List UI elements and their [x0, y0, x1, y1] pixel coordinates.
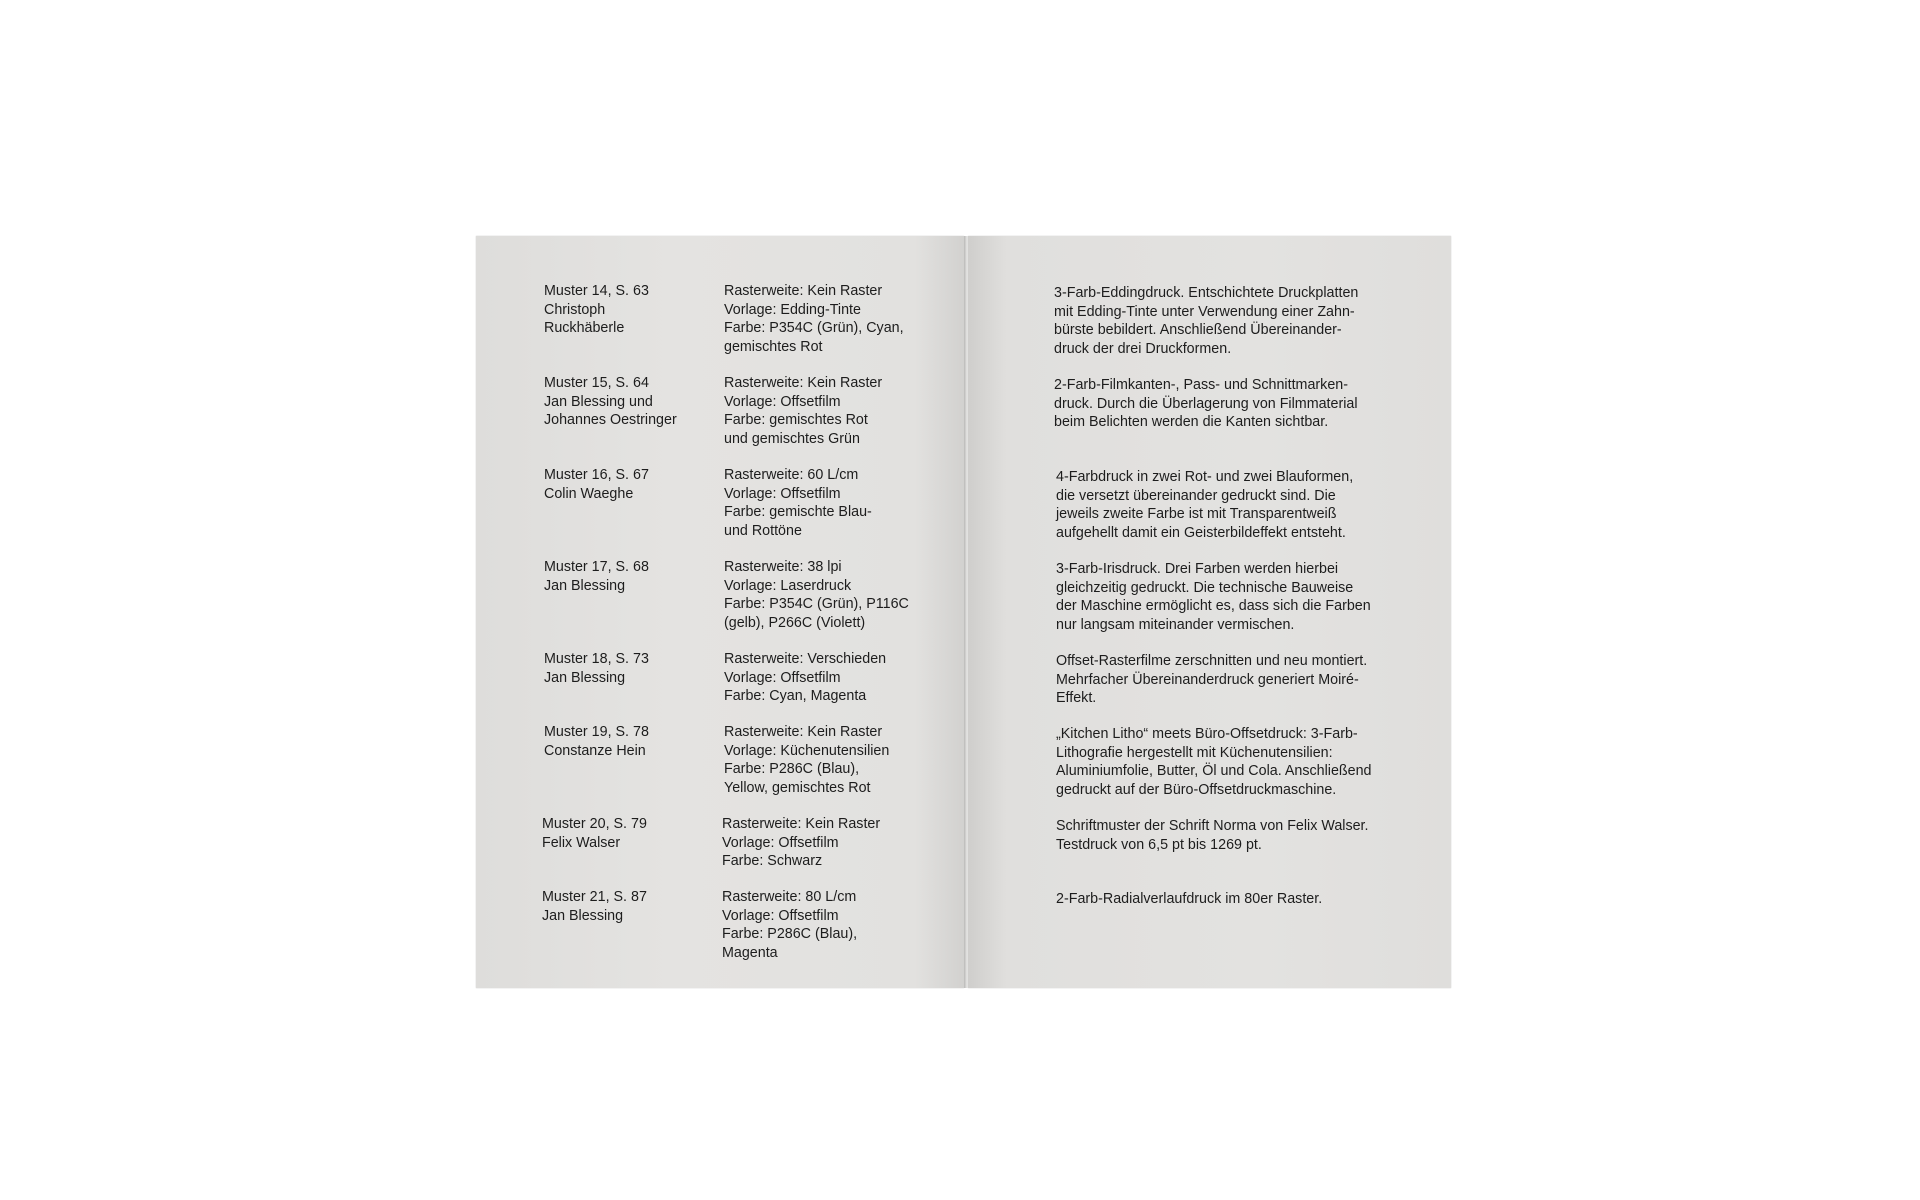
text-line: Muster 14, S. 63 [544, 283, 649, 299]
text-line: Farbe: gemischtes Rot [724, 412, 868, 428]
description-17 [1056, 560, 1441, 634]
text-line: Rasterweite: 80 L/cm [722, 889, 857, 905]
text-line: Jan Blessing [544, 669, 626, 686]
text-line: druck. Durch die Überlagerung von Filmmaterial [1054, 395, 1358, 412]
description-21 [1056, 890, 1441, 909]
text-line: gemischtes Rot [724, 338, 823, 355]
text-line: Vorlage: Offsetfilm [722, 907, 839, 924]
text-line: Rasterweite: Kein Raster [724, 375, 883, 391]
text-line: Muster 17, S. 68 [544, 559, 649, 575]
text-line: 3-Farb-Irisdruck. Drei Farben werden hierbei [1056, 561, 1339, 577]
text-line: und gemischtes Grün [724, 430, 860, 447]
entry-spec-19 [724, 723, 954, 797]
text-line: Rasterweite: Kein Raster [722, 816, 881, 832]
text-line: Vorlage: Küchenutensilien [724, 742, 890, 759]
text-line: Vorlage: Offsetfilm [722, 834, 839, 851]
description-14 [1054, 284, 1439, 358]
text-line: Testdruck von 6,5 pt bis 1269 pt. [1056, 836, 1262, 853]
entry-spec-18 [724, 650, 954, 706]
entry-name-20 [542, 815, 712, 852]
text-line: 4-Farbdruck in zwei Rot- und zwei Blauformen, [1056, 469, 1354, 485]
entry-spec-17 [724, 558, 954, 632]
text-line: Farbe: Cyan, Magenta [724, 688, 867, 704]
text-line: Vorlage: Offsetfilm [724, 669, 841, 686]
text-line: Farbe: P286C (Blau), [724, 761, 860, 777]
text-line: Vorlage: Offsetfilm [724, 393, 841, 410]
booklet-spread [476, 236, 1451, 988]
text-line: Jan Blessing und [544, 393, 653, 410]
text-line: und Rottöne [724, 522, 802, 539]
entry-spec-15 [724, 374, 954, 448]
text-line: Jan Blessing [542, 907, 624, 924]
entry-name-17 [544, 558, 714, 595]
entry-name-19 [544, 723, 714, 760]
description-19 [1056, 725, 1441, 799]
left-page [476, 236, 964, 988]
right-page [968, 236, 1451, 988]
text-line: Rasterweite: Kein Raster [724, 724, 883, 740]
text-line: gleichzeitig gedruckt. Die technische Bauweise [1056, 579, 1354, 596]
text-line: Rasterweite: 60 L/cm [724, 467, 859, 483]
text-line: nur langsam miteinander vermischen. [1056, 616, 1295, 633]
text-line: beim Belichten werden die Kanten sichtbar. [1054, 414, 1329, 430]
text-line: Muster 15, S. 64 [544, 375, 649, 391]
text-line: Muster 18, S. 73 [544, 651, 649, 667]
text-line: Lithografie hergestellt mit Küchenutensilien: [1056, 744, 1333, 761]
text-line: Johannes Oestringer [544, 412, 677, 428]
entry-name-16 [544, 466, 714, 503]
text-line: Farbe: gemischte Blau- [724, 504, 872, 520]
text-line: bürste bebildert. Anschließend Übereinander- [1054, 322, 1342, 338]
text-line: druck der drei Druckformen. [1054, 340, 1232, 357]
description-18 [1056, 652, 1441, 708]
text-line: Rasterweite: Kein Raster [724, 283, 883, 299]
text-line: Rasterweite: Verschieden [724, 651, 887, 667]
entry-spec-16 [724, 466, 954, 540]
text-line: Farbe: P286C (Blau), [722, 926, 858, 942]
text-line: Felix Walser [542, 834, 621, 851]
text-line: Rasterweite: 38 lpi [724, 559, 842, 575]
entry-spec-21 [722, 888, 952, 962]
description-15 [1054, 376, 1439, 432]
description-16 [1056, 468, 1441, 542]
text-line: Muster 16, S. 67 [544, 467, 649, 483]
text-line: 2-Farb-Radialverlaufdruck im 80er Raster. [1056, 891, 1323, 907]
text-line: mit Edding-Tinte unter Verwendung einer Zahn- [1054, 303, 1355, 320]
text-line: Muster 19, S. 78 [544, 724, 649, 740]
text-line: Mehrfacher Übereinanderdruck generiert Moiré- [1056, 671, 1359, 688]
text-line: jeweils zweite Farbe ist mit Transparentweiß [1056, 506, 1337, 522]
text-line: Offset-Rasterfilme zerschnitten und neu montiert. [1056, 653, 1368, 669]
entry-name-15 [544, 374, 714, 430]
description-20 [1056, 817, 1441, 854]
text-line: Aluminiumfolie, Butter, Öl und Cola. Anschließend [1056, 763, 1372, 779]
entry-spec-20 [722, 815, 952, 871]
entry-name-18 [544, 650, 714, 687]
text-line: Constanze Hein [544, 742, 646, 759]
text-line: „Kitchen Litho“ meets Büro-Offsetdruck: 3-Farb- [1056, 726, 1358, 742]
text-line: Muster 20, S. 79 [542, 816, 647, 832]
text-line: aufgehellt damit ein Geisterbildeffekt entsteht. [1056, 524, 1346, 541]
text-line: (gelb), P266C (Violett) [724, 614, 866, 631]
text-line: 2-Farb-Filmkanten-, Pass- und Schnittmarken- [1054, 377, 1348, 393]
text-line: Christoph [544, 301, 606, 318]
text-line: die versetzt übereinander gedruckt sind. Die [1056, 487, 1336, 504]
text-line: Effekt. [1056, 690, 1097, 706]
text-line: Vorlage: Edding-Tinte [724, 301, 861, 318]
text-line: 3-Farb-Eddingdruck. Entschichtete Druckplatten [1054, 285, 1359, 301]
text-line: Colin Waeghe [544, 485, 634, 502]
text-line: Yellow, gemischtes Rot [724, 779, 871, 796]
text-line: Magenta [722, 944, 778, 961]
text-line: Vorlage: Laserdruck [724, 577, 852, 594]
text-line: Farbe: P354C (Grün), Cyan, [724, 320, 904, 336]
text-line: der Maschine ermöglicht es, dass sich die Farben [1056, 598, 1371, 614]
text-line: Jan Blessing [544, 577, 626, 594]
text-line: Farbe: P354C (Grün), P116C [724, 596, 909, 612]
text-line: Schriftmuster der Schrift Norma von Felix Walser. [1056, 818, 1369, 834]
text-line: gedruckt auf der Büro-Offsetdruckmaschine. [1056, 781, 1337, 798]
entry-spec-14 [724, 282, 954, 356]
entry-name-14 [544, 282, 714, 338]
text-line: Farbe: Schwarz [722, 853, 823, 869]
entry-name-21 [542, 888, 712, 925]
text-line: Muster 21, S. 87 [542, 889, 647, 905]
text-line: Ruckhäberle [544, 320, 625, 336]
text-line: Vorlage: Offsetfilm [724, 485, 841, 502]
